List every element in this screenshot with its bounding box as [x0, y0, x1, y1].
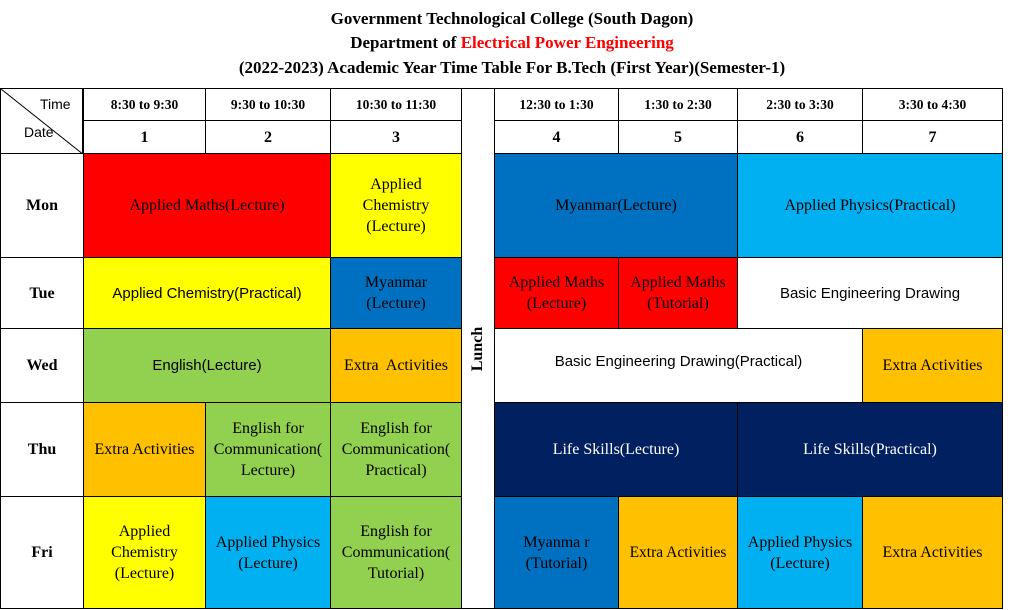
- fri-period-3: English for Communication( Tutorial): [330, 496, 462, 609]
- thu-period-1: Extra Activities: [83, 402, 206, 497]
- wed-period-1-2: English(Lecture): [83, 328, 331, 403]
- lunch-label: Lunch: [469, 326, 486, 371]
- mon-period-3: Applied Chemistry (Lecture): [330, 153, 462, 258]
- department-prefix: Department of: [350, 33, 461, 52]
- mon-period-6-7: Applied Physics(Practical): [737, 153, 1003, 258]
- day-thu: Thu: [0, 402, 84, 497]
- wed-period-3: Extra Activities: [330, 328, 462, 403]
- fri-period-4: Myanma r (Tutorial): [494, 496, 619, 609]
- thu-period-2: English for Communication( Lecture): [205, 402, 331, 497]
- time-header-5: 1:30 to 2:30: [618, 88, 738, 121]
- time-header-3: 10:30 to 11:30: [330, 88, 462, 121]
- wed-period-4-6: Basic Engineering Drawing(Practical): [494, 328, 863, 403]
- day-mon: Mon: [0, 153, 84, 258]
- tue-period-5: Applied Maths (Tutorial): [618, 257, 738, 329]
- tue-period-4: Applied Maths (Lecture): [494, 257, 619, 329]
- day-wed: Wed: [0, 328, 84, 403]
- fri-period-7: Extra Activities: [862, 496, 1003, 609]
- time-header-1: 8:30 to 9:30: [83, 88, 206, 121]
- period-number-4: 4: [494, 120, 619, 154]
- time-header-4: 12:30 to 1:30: [494, 88, 619, 121]
- title-line-1: Government Technological College (South Dagon): [330, 9, 694, 28]
- title-line-2: [0, 32, 1024, 54]
- period-number-1: 1: [83, 120, 206, 154]
- thu-period-6-7: Life Skills(Practical): [737, 402, 1003, 497]
- wed-period-7: Extra Activities: [862, 328, 1003, 403]
- tue-period-1-2: Applied Chemistry(Practical): [83, 257, 331, 329]
- period-number-3: 3: [330, 120, 462, 154]
- fri-period-5: Extra Activities: [618, 496, 738, 609]
- period-number-2: 2: [205, 120, 331, 154]
- mon-period-1-2: Applied Maths(Lecture): [83, 153, 331, 258]
- fri-period-1: Applied Chemistry (Lecture): [83, 496, 206, 609]
- period-number-7: 7: [862, 120, 1003, 154]
- mon-period-4-5: Myanmar(Lecture): [494, 153, 738, 258]
- corner-date-label: Date: [24, 124, 54, 140]
- day-fri: Fri: [0, 496, 84, 609]
- tue-period-3: Myanmar (Lecture): [330, 257, 462, 329]
- title-line-3: (2022-2023) Academic Year Time Table For B.Tech (First Year)(Semester-1): [238, 58, 786, 77]
- day-tue: Tue: [0, 257, 84, 329]
- time-header-7: 3:30 to 4:30: [862, 88, 1003, 121]
- corner-time-label: Time: [40, 96, 71, 112]
- fri-period-2: Applied Physics (Lecture): [205, 496, 331, 609]
- time-header-6: 2:30 to 3:30: [737, 88, 863, 121]
- period-number-6: 6: [737, 120, 863, 154]
- thu-period-3: English for Communication( Practical): [330, 402, 462, 497]
- department-name: Electrical Power Engineering: [460, 33, 674, 52]
- tue-period-6-7: Basic Engineering Drawing: [737, 257, 1003, 329]
- fri-period-6: Applied Physics (Lecture): [737, 496, 863, 609]
- lunch-column: [461, 88, 495, 609]
- time-header-2: 9:30 to 10:30: [205, 88, 331, 121]
- thu-period-4-5: Life Skills(Lecture): [494, 402, 738, 497]
- period-number-5: 5: [618, 120, 738, 154]
